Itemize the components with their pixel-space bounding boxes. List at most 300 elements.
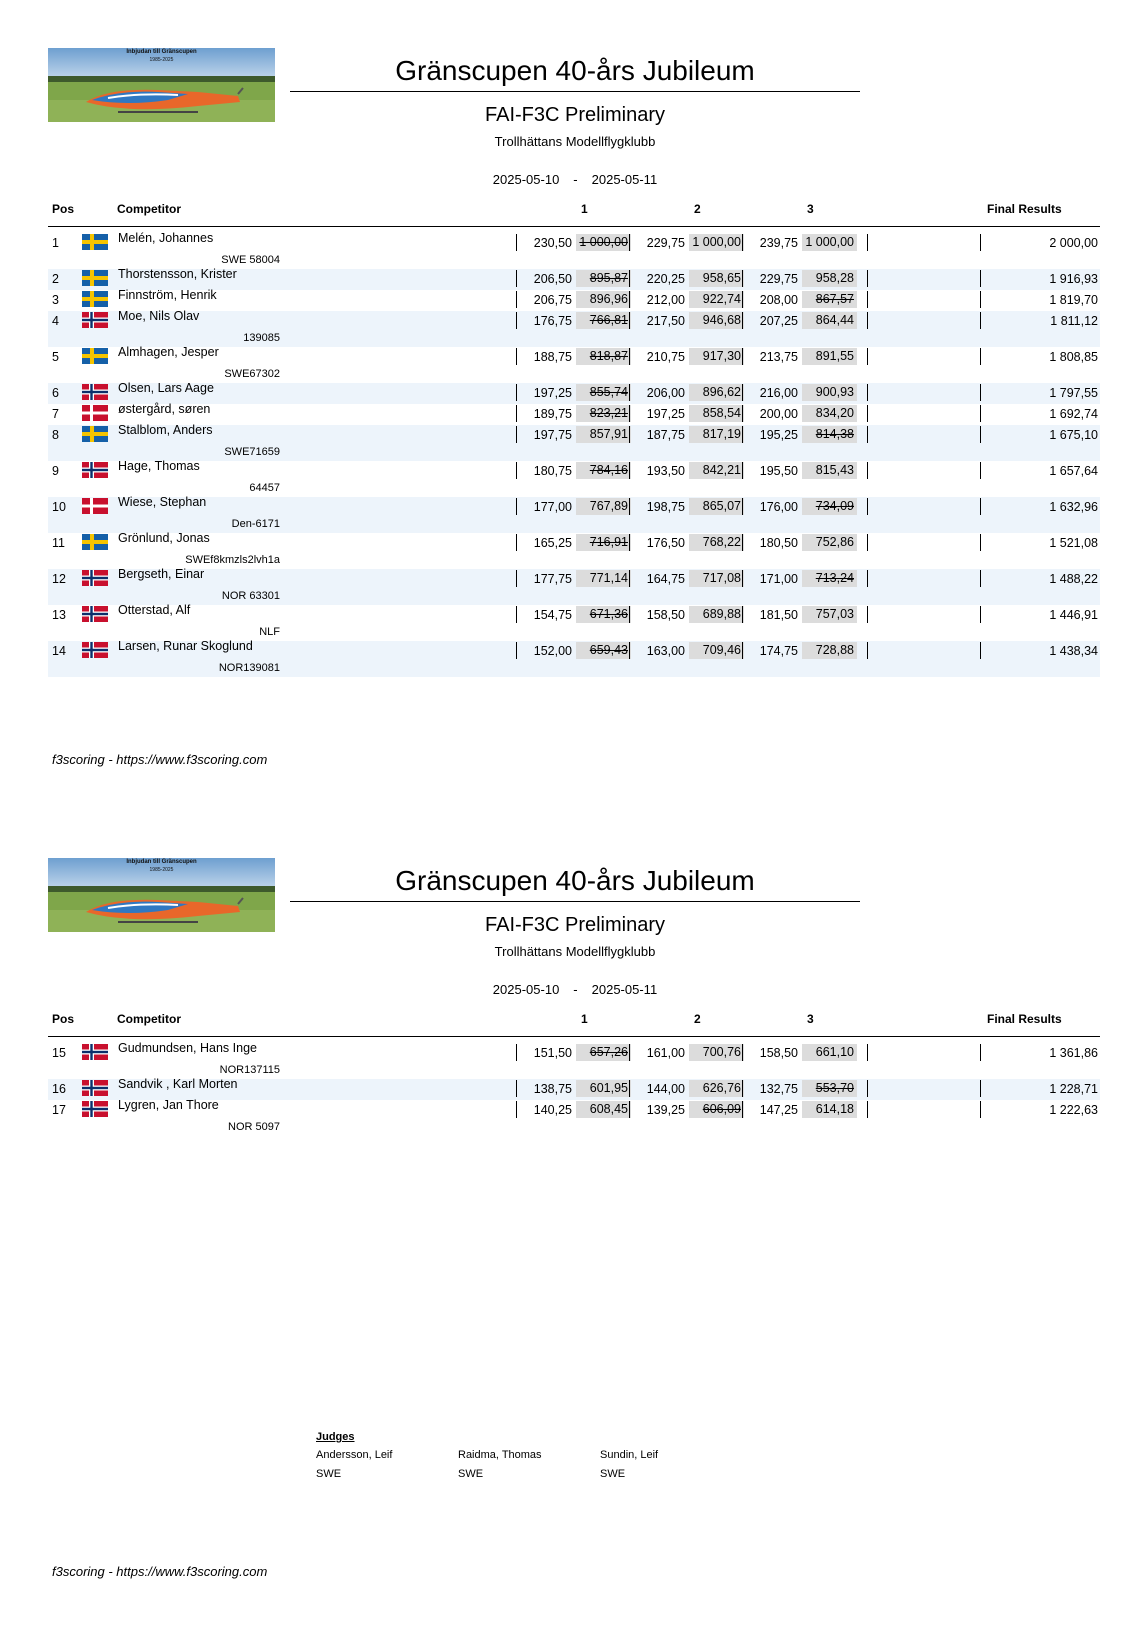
round-divider — [629, 606, 630, 623]
flag-den-icon — [82, 498, 108, 514]
round-divider — [629, 462, 630, 479]
final-result: 1 675,10 — [1049, 428, 1098, 442]
license-number: NOR137115 — [219, 1064, 280, 1076]
column-header-r2: 2 — [694, 202, 701, 216]
license-number: SWE67302 — [224, 368, 280, 380]
event-dates — [290, 172, 860, 187]
column-header-r3: 3 — [807, 202, 814, 216]
round-2-raw-score: 212,00 — [646, 293, 685, 307]
round-2-normalized-score: 922,74 — [689, 291, 744, 308]
column-header-final: Final Results — [987, 202, 1062, 216]
flag-swe-icon — [82, 270, 108, 286]
position-number: 14 — [52, 644, 66, 658]
round-divider — [867, 498, 868, 515]
round-1-normalized-score: 818,87 — [576, 348, 631, 365]
position-number: 15 — [52, 1046, 66, 1060]
position-number: 9 — [52, 464, 59, 478]
round-2-raw-score: 217,50 — [646, 314, 685, 328]
round-divider — [629, 270, 630, 287]
date-to: 2025-05-11 — [591, 172, 658, 187]
position-number: 12 — [52, 572, 66, 586]
flag-swe-icon — [82, 534, 108, 550]
round-2-normalized-score: 865,07 — [689, 498, 744, 515]
final-result: 1 811,12 — [1050, 314, 1098, 328]
competitor-name: Larsen, Runar Skoglund — [118, 639, 253, 653]
judge-name: Sundin, Leif — [600, 1449, 659, 1461]
round-2-raw-score: 164,75 — [646, 572, 685, 586]
round-3-normalized-score: 900,93 — [802, 384, 857, 401]
date-to: 2025-05-11 — [591, 982, 658, 997]
final-divider — [980, 1044, 981, 1061]
round-divider — [629, 498, 630, 515]
round-2-normalized-score: 817,19 — [689, 426, 744, 443]
result-row — [48, 425, 1100, 461]
round-divider — [629, 426, 630, 443]
final-result: 1 228,71 — [1049, 1082, 1098, 1096]
round-1-raw-score: 197,25 — [533, 386, 572, 400]
round-divider — [867, 534, 868, 551]
position-number: 1 — [52, 236, 59, 250]
flag-swe-icon — [82, 348, 108, 364]
round-divider — [742, 1044, 743, 1061]
round-2-raw-score: 163,00 — [646, 644, 685, 658]
round-divider — [867, 570, 868, 587]
round-divider — [629, 384, 630, 401]
logo-years: 1985-2025 — [149, 867, 174, 873]
position-number: 3 — [52, 293, 59, 307]
round-divider — [516, 462, 517, 479]
round-divider — [629, 234, 630, 251]
round-1-normalized-score: 766,81 — [576, 312, 631, 329]
round-1-raw-score: 180,75 — [533, 464, 572, 478]
round-3-raw-score: 132,75 — [759, 1082, 798, 1096]
result-row — [48, 605, 1100, 641]
round-3-normalized-score: 757,03 — [802, 606, 857, 623]
round-divider — [867, 312, 868, 329]
round-divider — [742, 498, 743, 515]
date-from: 2025-05-10 — [492, 982, 560, 997]
final-result: 1 916,93 — [1049, 272, 1098, 286]
round-3-raw-score: 147,25 — [759, 1103, 798, 1117]
result-row — [48, 497, 1100, 533]
flag-nor-icon — [82, 1044, 108, 1060]
round-divider — [867, 426, 868, 443]
round-divider — [629, 312, 630, 329]
column-header-competitor: Competitor — [117, 1012, 181, 1026]
round-2-raw-score: 197,25 — [646, 407, 685, 421]
round-divider — [867, 462, 868, 479]
round-divider — [742, 312, 743, 329]
round-divider — [629, 348, 630, 365]
round-3-normalized-score: 891,55 — [802, 348, 857, 365]
competitor-name: Finnström, Henrik — [118, 288, 217, 302]
round-divider — [516, 642, 517, 659]
round-3-normalized-score: 734,09 — [802, 498, 857, 515]
round-1-normalized-score: 855,74 — [576, 384, 631, 401]
competitor-name: østergård, søren — [118, 402, 211, 416]
final-divider — [980, 234, 981, 251]
round-2-normalized-score: 1 000,00 — [689, 234, 744, 251]
competitor-name: Grönlund, Jonas — [118, 531, 210, 545]
final-result: 1 819,70 — [1049, 293, 1098, 307]
round-1-normalized-score: 767,89 — [576, 498, 631, 515]
round-divider — [867, 405, 868, 422]
result-row — [48, 383, 1100, 404]
judge-country: SWE — [316, 1468, 342, 1480]
position-number: 7 — [52, 407, 59, 421]
logo-caption: Inbjudan till Gränscupen — [126, 49, 197, 55]
final-result: 1 632,96 — [1049, 500, 1098, 514]
round-1-normalized-score: 857,91 — [576, 426, 631, 443]
round-3-raw-score: 207,25 — [759, 314, 798, 328]
round-2-normalized-score: 768,22 — [689, 534, 744, 551]
round-divider — [742, 1101, 743, 1118]
round-3-raw-score: 158,50 — [759, 1046, 798, 1060]
round-2-normalized-score: 946,68 — [689, 312, 744, 329]
position-number: 5 — [52, 350, 59, 364]
final-divider — [980, 405, 981, 422]
round-divider — [867, 606, 868, 623]
flag-swe-icon — [82, 426, 108, 442]
logo-caption: Inbjudan till Gränscupen — [126, 859, 197, 865]
round-1-normalized-score: 601,95 — [576, 1080, 631, 1097]
license-number: SWEf8kmzls2lvh1a — [185, 554, 280, 566]
competitor-name: Otterstad, Alf — [118, 603, 191, 617]
round-divider — [629, 570, 630, 587]
round-1-normalized-score: 716,91 — [576, 534, 631, 551]
round-3-raw-score: 195,50 — [759, 464, 798, 478]
round-2-raw-score: 198,75 — [646, 500, 685, 514]
round-2-normalized-score: 700,76 — [689, 1044, 744, 1061]
round-divider — [742, 642, 743, 659]
round-3-raw-score: 171,00 — [759, 572, 798, 586]
round-2-raw-score: 193,50 — [646, 464, 685, 478]
round-divider — [742, 291, 743, 308]
license-number: SWE71659 — [224, 446, 280, 458]
round-2-raw-score: 206,00 — [646, 386, 685, 400]
round-2-normalized-score: 896,62 — [689, 384, 744, 401]
position-number: 8 — [52, 428, 59, 442]
round-3-raw-score: 180,50 — [759, 536, 798, 550]
competitor-name: Thorstensson, Krister — [118, 267, 237, 281]
position-number: 2 — [52, 272, 59, 286]
competitor-name: Moe, Nils Olav — [118, 309, 200, 323]
judge-country: SWE — [458, 1468, 484, 1480]
round-divider — [742, 606, 743, 623]
organizer-club: Trollhättans Modellflygklubb — [494, 944, 656, 959]
header-divider — [48, 1036, 1100, 1037]
position-number: 17 — [52, 1103, 66, 1117]
round-divider — [516, 348, 517, 365]
round-divider — [516, 426, 517, 443]
round-1-normalized-score: 657,26 — [576, 1044, 631, 1061]
round-3-raw-score: 176,00 — [759, 500, 798, 514]
round-1-raw-score: 188,75 — [533, 350, 572, 364]
license-number: SWE 58004 — [221, 254, 280, 266]
round-3-raw-score: 213,75 — [759, 350, 798, 364]
final-divider — [980, 348, 981, 365]
round-divider — [867, 234, 868, 251]
flag-nor-icon — [82, 384, 108, 400]
round-2-normalized-score: 626,76 — [689, 1080, 744, 1097]
round-3-normalized-score: 661,10 — [802, 1044, 857, 1061]
round-2-raw-score: 220,25 — [646, 272, 685, 286]
column-header-competitor: Competitor — [117, 202, 181, 216]
judge-country: SWE — [600, 1468, 626, 1480]
round-divider — [516, 291, 517, 308]
position-number: 6 — [52, 386, 59, 400]
round-3-raw-score: 216,00 — [759, 386, 798, 400]
round-3-normalized-score: 713,24 — [802, 570, 857, 587]
column-header-final: Final Results — [987, 1012, 1062, 1026]
round-1-raw-score: 138,75 — [533, 1082, 572, 1096]
final-result: 1 692,74 — [1049, 407, 1098, 421]
judges-title: Judges — [316, 1431, 355, 1443]
event-title: Gränscupen 40-års Jubileum — [290, 865, 860, 902]
column-header-r3: 3 — [807, 1012, 814, 1026]
round-2-normalized-score: 858,54 — [689, 405, 744, 422]
result-row — [48, 311, 1100, 347]
position-number: 13 — [52, 608, 66, 622]
round-3-raw-score: 239,75 — [759, 236, 798, 250]
judge-name: Andersson, Leif — [316, 1449, 393, 1461]
round-3-normalized-score: 553,70 — [802, 1080, 857, 1097]
round-2-raw-score: 187,75 — [646, 428, 685, 442]
competitor-name: Gudmundsen, Hans Inge — [118, 1041, 257, 1055]
round-divider — [867, 1080, 868, 1097]
round-1-normalized-score: 784,16 — [576, 462, 631, 479]
license-number: 64457 — [249, 482, 280, 494]
round-2-raw-score: 139,25 — [646, 1103, 685, 1117]
flag-nor-icon — [82, 1080, 108, 1096]
final-divider — [980, 570, 981, 587]
column-header-pos: Pos — [52, 202, 75, 216]
round-divider — [629, 405, 630, 422]
round-1-raw-score: 151,50 — [533, 1046, 572, 1060]
round-1-raw-score: 197,75 — [533, 428, 572, 442]
competitor-name: Hage, Thomas — [118, 459, 200, 473]
round-divider — [516, 234, 517, 251]
final-divider — [980, 426, 981, 443]
round-3-raw-score: 181,50 — [759, 608, 798, 622]
flag-nor-icon — [82, 642, 108, 658]
column-header-r1: 1 — [581, 1012, 588, 1026]
result-row — [48, 461, 1100, 497]
round-3-raw-score: 174,75 — [759, 644, 798, 658]
round-3-raw-score: 200,00 — [759, 407, 798, 421]
round-1-normalized-score: 823,21 — [576, 405, 631, 422]
round-1-raw-score: 176,75 — [533, 314, 572, 328]
license-number: NLF — [259, 626, 280, 638]
round-divider — [742, 405, 743, 422]
round-1-raw-score: 206,75 — [533, 293, 572, 307]
round-divider — [742, 348, 743, 365]
final-divider — [980, 606, 981, 623]
competitor-name: Sandvik , Karl Morten — [118, 1077, 238, 1091]
result-row — [48, 533, 1100, 569]
final-result: 1 657,64 — [1049, 464, 1098, 478]
final-divider — [980, 642, 981, 659]
round-divider — [516, 405, 517, 422]
round-divider — [742, 462, 743, 479]
round-1-raw-score: 165,25 — [533, 536, 572, 550]
round-3-raw-score: 229,75 — [759, 272, 798, 286]
round-1-normalized-score: 895,87 — [576, 270, 631, 287]
result-row — [48, 347, 1100, 383]
competitor-name: Stalblom, Anders — [118, 423, 213, 437]
competitor-name: Wiese, Stephan — [118, 495, 207, 509]
round-divider — [629, 642, 630, 659]
round-1-raw-score: 154,75 — [533, 608, 572, 622]
final-result: 1 438,34 — [1049, 644, 1098, 658]
round-divider — [867, 348, 868, 365]
result-row — [48, 404, 1100, 425]
final-result: 1 797,55 — [1049, 386, 1098, 400]
flag-swe-icon — [82, 291, 108, 307]
round-3-normalized-score: 728,88 — [802, 642, 857, 659]
column-header-r2: 2 — [694, 1012, 701, 1026]
round-divider — [516, 534, 517, 551]
round-3-normalized-score: 867,57 — [802, 291, 857, 308]
final-result: 1 361,86 — [1049, 1046, 1098, 1060]
flag-den-icon — [82, 405, 108, 421]
flag-nor-icon — [82, 1101, 108, 1117]
round-2-raw-score: 210,75 — [646, 350, 685, 364]
date-separator: - — [573, 172, 578, 187]
final-result: 1 488,22 — [1049, 572, 1098, 586]
round-divider — [867, 291, 868, 308]
event-subtitle: FAI-F3C Preliminary — [484, 104, 666, 126]
result-row — [48, 1043, 1100, 1079]
round-divider — [742, 234, 743, 251]
round-1-raw-score: 152,00 — [533, 644, 572, 658]
competitor-name: Almhagen, Jesper — [118, 345, 219, 359]
round-divider — [742, 1080, 743, 1097]
final-divider — [980, 1080, 981, 1097]
round-divider — [516, 1044, 517, 1061]
round-2-normalized-score: 606,09 — [689, 1101, 744, 1118]
event-logo-image — [48, 48, 275, 122]
round-divider — [742, 384, 743, 401]
round-1-normalized-score: 896,96 — [576, 291, 631, 308]
round-3-normalized-score: 814,38 — [802, 426, 857, 443]
license-number: Den-6171 — [231, 518, 280, 530]
round-divider — [516, 270, 517, 287]
flag-nor-icon — [82, 570, 108, 586]
round-3-raw-score: 195,25 — [759, 428, 798, 442]
license-number: NOR 5097 — [228, 1121, 280, 1133]
round-divider — [516, 606, 517, 623]
result-row — [48, 233, 1100, 269]
round-divider — [742, 570, 743, 587]
competitor-name: Olsen, Lars Aage — [118, 381, 214, 395]
final-divider — [980, 270, 981, 287]
result-row — [48, 569, 1100, 605]
position-number: 10 — [52, 500, 66, 514]
position-number: 4 — [52, 314, 59, 328]
final-result: 1 446,91 — [1049, 608, 1098, 622]
round-divider — [516, 1101, 517, 1118]
round-1-raw-score: 177,00 — [533, 500, 572, 514]
final-divider — [980, 462, 981, 479]
organizer-club: Trollhättans Modellflygklubb — [494, 134, 656, 149]
event-title: Gränscupen 40-års Jubileum — [290, 55, 860, 92]
round-2-normalized-score: 717,08 — [689, 570, 744, 587]
logo-years: 1985-2025 — [149, 57, 174, 63]
results-page — [0, 810, 1142, 1610]
round-3-normalized-score: 815,43 — [802, 462, 857, 479]
round-divider — [629, 1101, 630, 1118]
round-3-raw-score: 208,00 — [759, 293, 798, 307]
flag-swe-icon — [82, 234, 108, 250]
flag-nor-icon — [82, 462, 108, 478]
round-2-normalized-score: 709,46 — [689, 642, 744, 659]
event-subtitle: FAI-F3C Preliminary — [484, 914, 666, 936]
round-1-raw-score: 206,50 — [533, 272, 572, 286]
round-2-normalized-score: 958,65 — [689, 270, 744, 287]
footer-link: f3scoring - https://www.f3scoring.com — [52, 1564, 268, 1579]
final-result: 1 521,08 — [1049, 536, 1098, 550]
final-divider — [980, 291, 981, 308]
final-result: 1 222,63 — [1049, 1103, 1098, 1117]
license-number: NOR 63301 — [221, 590, 280, 602]
judges-panel — [316, 1431, 659, 1480]
round-1-raw-score: 140,25 — [533, 1103, 572, 1117]
result-row — [48, 1079, 1100, 1100]
round-1-raw-score: 230,50 — [533, 236, 572, 250]
round-3-normalized-score: 958,28 — [802, 270, 857, 287]
round-1-raw-score: 189,75 — [533, 407, 572, 421]
round-3-normalized-score: 864,44 — [802, 312, 857, 329]
round-2-normalized-score: 917,30 — [689, 348, 744, 365]
column-header-pos: Pos — [52, 1012, 75, 1026]
round-3-normalized-score: 834,20 — [802, 405, 857, 422]
round-1-raw-score: 177,75 — [533, 572, 572, 586]
result-row — [48, 641, 1100, 677]
round-2-raw-score: 158,50 — [646, 608, 685, 622]
round-divider — [516, 570, 517, 587]
round-divider — [629, 1080, 630, 1097]
competitor-name: Melén, Johannes — [118, 231, 214, 245]
round-1-normalized-score: 671,36 — [576, 606, 631, 623]
position-number: 16 — [52, 1082, 66, 1096]
round-1-normalized-score: 771,14 — [576, 570, 631, 587]
round-divider — [742, 426, 743, 443]
round-divider — [742, 270, 743, 287]
round-divider — [516, 312, 517, 329]
competitor-name: Lygren, Jan Thore — [118, 1098, 219, 1112]
round-2-normalized-score: 689,88 — [689, 606, 744, 623]
results-page — [0, 0, 1142, 800]
round-divider — [516, 1080, 517, 1097]
round-divider — [629, 291, 630, 308]
round-divider — [867, 1101, 868, 1118]
flag-nor-icon — [82, 312, 108, 328]
round-1-normalized-score: 608,45 — [576, 1101, 631, 1118]
date-from: 2025-05-10 — [492, 172, 560, 187]
round-1-normalized-score: 1 000,00 — [576, 234, 631, 251]
round-divider — [629, 1044, 630, 1061]
final-divider — [980, 534, 981, 551]
round-divider — [516, 384, 517, 401]
result-row — [48, 269, 1100, 290]
license-number: 139085 — [243, 332, 280, 344]
round-1-normalized-score: 659,43 — [576, 642, 631, 659]
round-3-normalized-score: 752,86 — [802, 534, 857, 551]
final-divider — [980, 384, 981, 401]
round-2-raw-score: 144,00 — [646, 1082, 685, 1096]
footer-link: f3scoring - https://www.f3scoring.com — [52, 752, 268, 767]
